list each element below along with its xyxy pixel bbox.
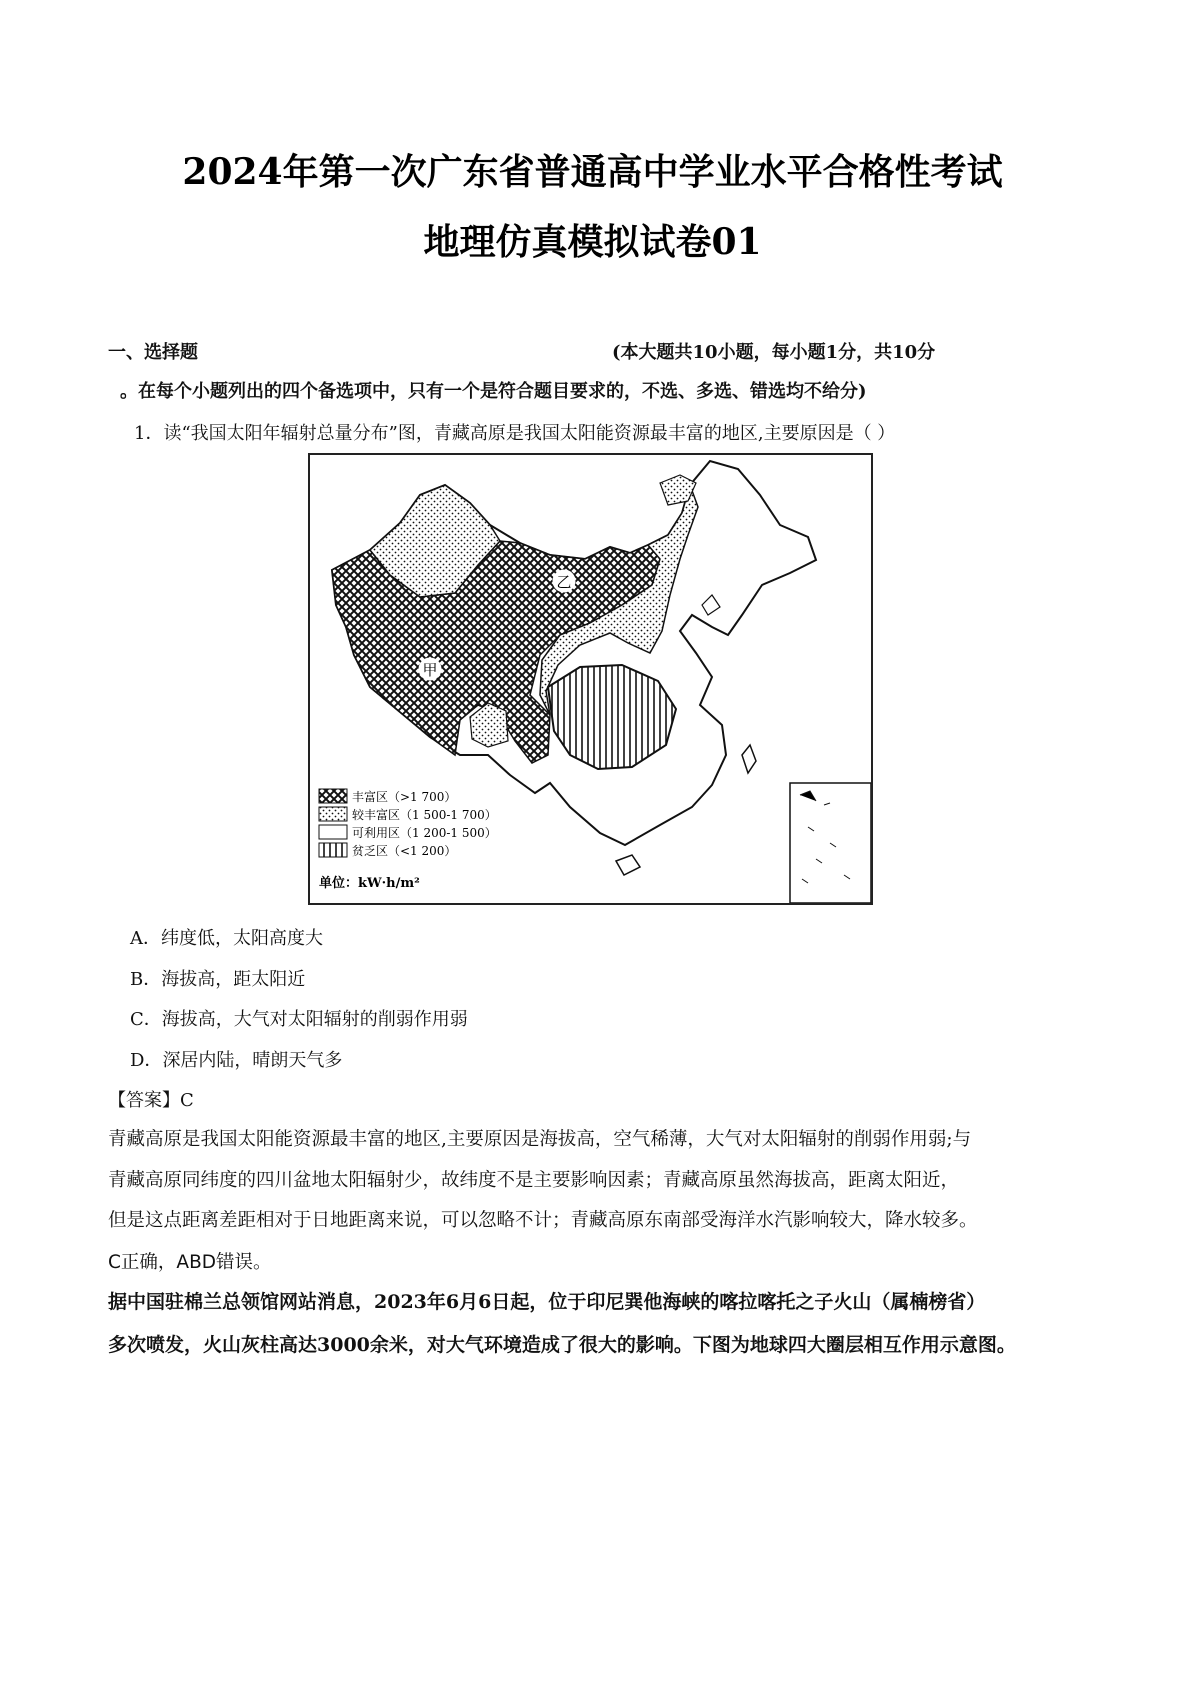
paper-title-line1: 2024年第一次广东省普通高中学业水平合格性考试 xyxy=(182,151,1003,193)
legend-label-fairly-rich: 较丰富区（1 500-1 700） xyxy=(352,808,497,822)
legend-label-poor: 贫乏区（<1 200） xyxy=(352,844,457,858)
option-b-text: 海拔高，距太阳近 xyxy=(161,969,306,990)
legend-swatch-dots xyxy=(319,807,347,821)
legend-label-rich: 丰富区（>1 700） xyxy=(352,790,457,804)
answer-label: 【答案】C xyxy=(108,1090,194,1111)
explanation-line2: 青藏高原同纬度的四川盆地太阳辐射少，故纬度不是主要影响因素；青藏高原虽然海拔高，距离太阳近， xyxy=(108,1170,960,1191)
china-solar-radiation-map xyxy=(308,453,873,905)
next-intro-line2: 多次喷发，火山灰柱高达3000余米，对大气环境造成了很大的影响。下图为地球四大圈层相互作用示意图。 xyxy=(108,1334,1016,1356)
section-heading: 一、选择题 xyxy=(108,342,198,363)
legend-label-usable: 可利用区（1 200-1 500） xyxy=(352,826,497,840)
option-a xyxy=(130,924,323,950)
option-a-letter: A． xyxy=(130,928,161,949)
option-d-text: 深居内陆，晴朗天气多 xyxy=(162,1050,343,1071)
option-c xyxy=(130,1005,468,1031)
taiwan-island xyxy=(742,745,756,773)
explanation-line1: 青藏高原是我国太阳能资源最丰富的地区,主要原因是海拔高，空气稀薄，大气对太阳辐射的削弱作用弱;与 xyxy=(108,1129,972,1150)
option-b xyxy=(130,965,305,991)
option-d-letter: D． xyxy=(130,1050,163,1071)
explanation-line4: C正确，ABD错误。 xyxy=(108,1252,272,1273)
map-legend xyxy=(319,789,497,891)
option-a-text: 纬度低，太阳高度大 xyxy=(161,928,323,949)
next-intro-line1: 据中国驻棉兰总领馆网站消息，2023年6月6日起，位于印尼巽他海峡的喀拉喀托之子火山（属楠榜省） xyxy=(108,1291,986,1313)
option-d xyxy=(130,1046,342,1072)
map-unit-label: 单位：kW·h/m² xyxy=(319,876,420,891)
legend-swatch-vertical-lines xyxy=(319,843,347,857)
option-b-letter: B． xyxy=(130,969,162,990)
place-label-jia: 甲 xyxy=(422,661,438,679)
paper-title-line2: 地理仿真模拟试卷01 xyxy=(423,221,762,263)
place-label-yi: 乙 xyxy=(556,573,572,591)
option-c-letter: C． xyxy=(130,1009,162,1030)
legend-swatch-crosshatch xyxy=(319,789,347,803)
question1-stem: 1．读“我国太阳年辐射总量分布”图，青藏高原是我国太阳能资源最丰富的地区,主要原因是（ ） xyxy=(134,423,896,444)
hainan-island xyxy=(616,855,640,875)
section-instruction-line1: (本大题共10小题，每小题1分，共10分 xyxy=(612,342,936,363)
option-c-text: 海拔高，大气对太阳辐射的削弱作用弱 xyxy=(161,1009,468,1030)
explanation-line3: 但是这点距离差距相对于日地距离来说，可以忽略不计；青藏高原东南部受海洋水汽影响较大，降水较多。 xyxy=(108,1210,978,1231)
section-instruction-line2: 。在每个小题列出的四个备选项中，只有一个是符合题目要求的，不选、多选、错选均不给分) xyxy=(120,381,867,402)
legend-swatch-blank xyxy=(319,825,347,839)
